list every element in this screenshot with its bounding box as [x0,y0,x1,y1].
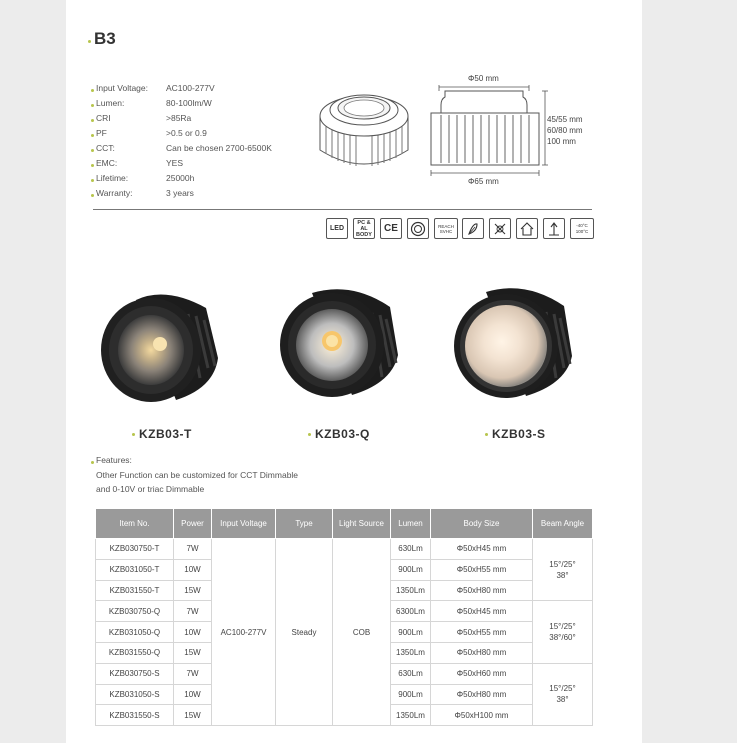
cell-item: KZB031050-S [96,684,174,705]
features-line-2: and 0-10V or triac Dimmable [96,484,205,494]
spec-label: Warranty: [96,188,133,198]
cell-beam-angle [533,663,593,725]
beam-angle-line: 38° [556,695,569,705]
cell-size: Φ50xH60 mm [431,663,533,684]
cell-size: Φ50xH80 mm [431,684,533,705]
cell-power: 7W [174,601,212,622]
spec-bullet [91,149,94,152]
spec-label: Input Voltage: [96,83,148,93]
cell-item: KZB031050-T [96,559,174,580]
led-icon: LED [326,218,348,239]
ce-icon: CE [380,218,402,239]
no-uv-icon [489,218,511,239]
cell-lumen: 630Lm [391,663,431,684]
features-heading: Features: [96,455,132,465]
spec-label: CRI [96,113,111,123]
spec-value: >0.5 or 0.9 [166,128,207,138]
product-bullet [308,433,311,436]
spec-value: YES [166,158,184,168]
cell-input-voltage: AC100-277V [212,539,276,726]
cell-beam-angle [533,539,593,601]
beam-angle-line: 15°/25° [549,622,576,632]
cell-size: Φ50xH80 mm [431,580,533,601]
page-title: B3 [94,29,116,48]
section-divider [93,209,592,210]
product-bullet [132,433,135,436]
spec-bullet [91,134,94,137]
dim-bottom-width: Φ65 mm [468,177,499,186]
cell-item: KZB031050-Q [96,622,174,643]
features-bullet [91,461,94,464]
beam-angle-line: 38°/60° [549,633,576,643]
spec-label: Lifetime: [96,173,129,183]
cell-type: Steady [276,539,333,726]
product-label-kzb03-q: KZB03-Q [315,427,370,441]
cell-size: Φ50xH45 mm [431,539,533,560]
spec-bullet [91,104,94,107]
table-row [96,539,593,560]
cell-power: 15W [174,642,212,663]
spec-bullet [91,119,94,122]
cell-lumen: 630Lm [391,539,431,560]
spec-bullet [91,164,94,167]
dim-height-2: 60/80 mm [547,126,583,135]
temperature-up-icon [543,218,565,239]
spec-table [95,508,593,726]
cell-item: KZB030750-S [96,663,174,684]
spec-bullet [91,194,94,197]
spec-bullet [91,89,94,92]
spec-label: PF [96,128,107,138]
product-image-kzb03-t [96,288,226,408]
rohs-icon [407,218,429,239]
spec-label: EMC: [96,158,118,168]
spec-value: 25000h [166,173,195,183]
header-power: Power [174,509,212,539]
cell-lumen: 900Lm [391,684,431,705]
cell-item: KZB031550-T [96,580,174,601]
cell-size: Φ50xH45 mm [431,601,533,622]
cell-lumen: 1350Lm [391,580,431,601]
dim-height-1: 45/55 mm [547,115,583,124]
temperature-range-icon: -40°C 100°C [570,218,594,239]
dim-height-3: 100 mm [547,137,576,146]
product-bullet [485,433,488,436]
cell-power: 7W [174,663,212,684]
cell-power: 10W [174,684,212,705]
header-lumen: Lumen [391,509,431,539]
cell-item: KZB031550-Q [96,642,174,663]
cell-size: Φ50xH80 mm [431,642,533,663]
header-type: Type [276,509,333,539]
indoor-icon [516,218,538,239]
reach-icon: REACH SVHC [434,218,458,239]
product-image-kzb03-s [446,284,576,404]
cell-lumen: 900Lm [391,622,431,643]
header-item-no: Item No. [96,509,174,539]
product-image-kzb03-q [272,285,402,405]
product-label-kzb03-t: KZB03-T [139,427,192,441]
header-light-source: Light Source [333,509,391,539]
table-header-row [96,509,593,539]
cell-size: Φ50xH55 mm [431,622,533,643]
product-isometric-drawing [314,78,414,178]
mercury-free-icon [462,218,484,239]
header-beam-angle: Beam Angle [533,509,593,539]
cell-power: 10W [174,559,212,580]
cell-lumen: 6300Lm [391,601,431,622]
product-sheet [66,0,642,743]
cell-item: KZB031550-S [96,705,174,726]
spec-value: Can be chosen 2700-6500K [166,143,272,153]
cell-power: 7W [174,539,212,560]
product-label-kzb03-s: KZB03-S [492,427,546,441]
cell-item: KZB030750-T [96,539,174,560]
header-input-voltage: Input Voltage [212,509,276,539]
title-bullet [88,40,91,43]
cell-light-source: COB [333,539,391,726]
cell-power: 15W [174,580,212,601]
pc-al-body-icon: PC & AL BODY [353,218,375,239]
cell-lumen: 1350Lm [391,705,431,726]
spec-label: Lumen: [96,98,125,108]
cell-power: 15W [174,705,212,726]
spec-value: >85Ra [166,113,192,123]
header-body-size: Body Size [431,509,533,539]
beam-angle-line: 15°/25° [549,559,576,569]
cell-size: Φ50xH55 mm [431,559,533,580]
cell-item: KZB030750-Q [96,601,174,622]
spec-bullet [91,179,94,182]
cell-power: 10W [174,622,212,643]
features-line-1: Other Function can be customized for CCT Dimmable [96,470,299,480]
dimension-drawing [429,85,549,185]
spec-value: AC100-277V [166,83,215,93]
cell-beam-angle [533,601,593,663]
dim-top-width: Φ50 mm [468,74,499,83]
cell-lumen: 1350Lm [391,642,431,663]
spec-label: CCT: [96,143,115,153]
beam-angle-line: 38° [556,570,569,580]
spec-value: 80-100lm/W [166,98,212,108]
cell-lumen: 900Lm [391,559,431,580]
beam-angle-line: 15°/25° [549,684,576,694]
spec-value: 3 years [166,188,194,198]
cell-size: Φ50xH100 mm [431,705,533,726]
